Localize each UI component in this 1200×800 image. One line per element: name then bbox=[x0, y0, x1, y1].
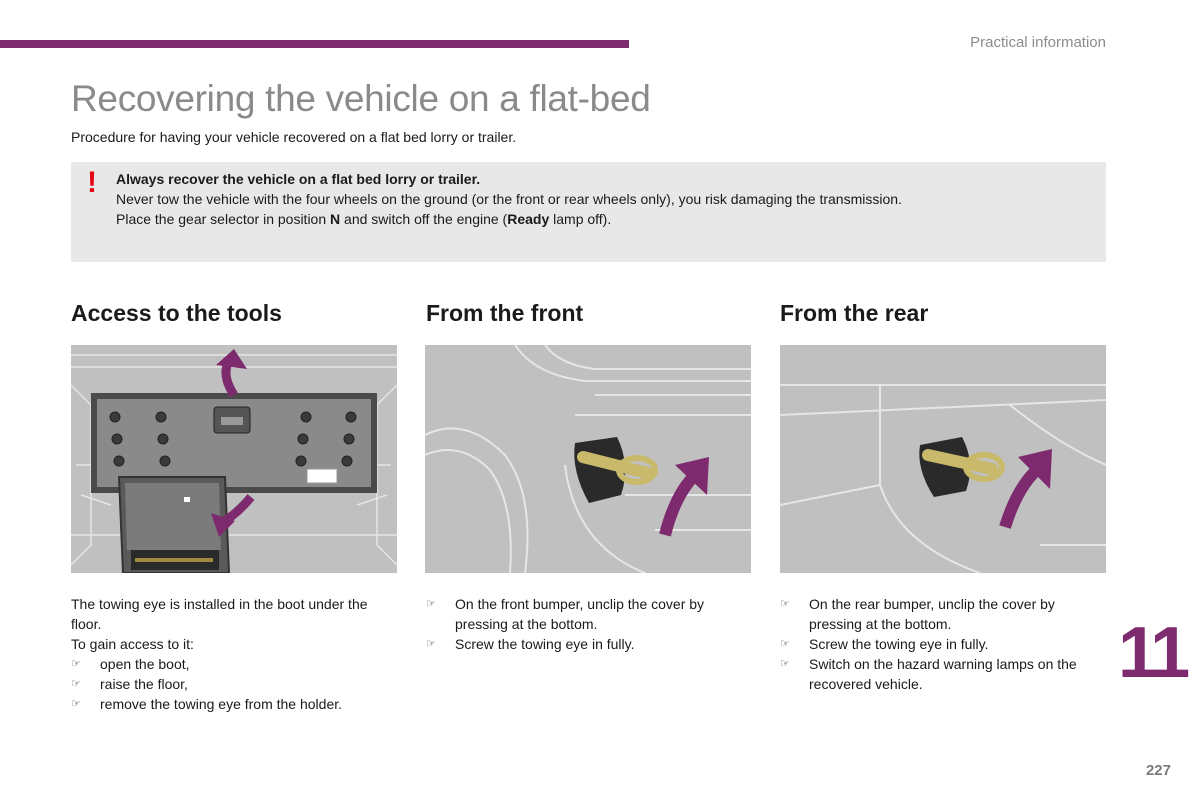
tools-paragraph: The towing eye is installed in the boot under the floor. bbox=[71, 596, 368, 632]
tools-steps bbox=[71, 654, 391, 714]
heading-from-front: From the front bbox=[426, 300, 584, 326]
warning-line-2: Place the gear selector in position N and switch off the engine (Ready lamp off). bbox=[116, 211, 612, 227]
hand-pointer-icon: ☞ bbox=[71, 678, 81, 690]
hand-pointer-icon: ☞ bbox=[426, 638, 436, 650]
hand-pointer-icon: ☞ bbox=[426, 598, 436, 610]
list-item: ☞ Switch on the hazard warning lamps on the recovered vehicle. bbox=[780, 656, 1077, 692]
page-title: Recovering the vehicle on a flat-bed bbox=[71, 78, 651, 119]
warning-line-1: Never tow the vehicle with the four wheels on the ground (or the front or rear wheels only), you risk damaging the transmission. bbox=[116, 191, 902, 207]
hand-pointer-icon: ☞ bbox=[780, 638, 790, 650]
rear-steps bbox=[780, 594, 1110, 694]
list-item: ☞ raise the floor, bbox=[71, 676, 188, 692]
list-item: ☞ open the boot, bbox=[71, 656, 190, 672]
rear-bumper-illustration bbox=[780, 345, 1106, 573]
heading-access-tools: Access to the tools bbox=[71, 300, 282, 326]
tools-text bbox=[71, 594, 391, 714]
front-steps bbox=[426, 594, 756, 654]
chapter-number: 11 bbox=[1118, 613, 1187, 693]
front-bumper-illustration bbox=[425, 345, 751, 573]
list-item: ☞ On the rear bumper, unclip the cover by pressing at the bottom. bbox=[780, 596, 1055, 632]
boot-floor-illustration bbox=[71, 345, 397, 573]
list-item: ☞ On the front bumper, unclip the cover by pressing at the bottom. bbox=[426, 596, 705, 632]
hand-pointer-icon: ☞ bbox=[71, 698, 81, 710]
rear-text bbox=[780, 594, 1110, 694]
warning-heading: Always recover the vehicle on a flat bed lorry or trailer. bbox=[116, 171, 481, 187]
header-accent-bar bbox=[0, 40, 629, 48]
section-name: Practical information bbox=[970, 34, 1106, 51]
tools-access-intro: To gain access to it: bbox=[71, 636, 194, 652]
hand-pointer-icon: ☞ bbox=[71, 658, 81, 670]
list-item: ☞ Screw the towing eye in fully. bbox=[426, 636, 635, 652]
hand-pointer-icon: ☞ bbox=[780, 658, 790, 670]
list-item: ☞ Screw the towing eye in fully. bbox=[780, 636, 989, 652]
front-text bbox=[426, 594, 756, 654]
intro-text: Procedure for having your vehicle recovered on a flat bed lorry or trailer. bbox=[71, 129, 517, 145]
heading-from-rear: From the rear bbox=[780, 300, 929, 326]
warning-panel bbox=[71, 162, 1106, 262]
hand-pointer-icon: ☞ bbox=[780, 598, 790, 610]
warning-icon: ! bbox=[87, 166, 97, 199]
warning-text bbox=[116, 169, 902, 229]
list-item: ☞ remove the towing eye from the holder. bbox=[71, 696, 343, 712]
page-number: 227 bbox=[1145, 762, 1171, 779]
